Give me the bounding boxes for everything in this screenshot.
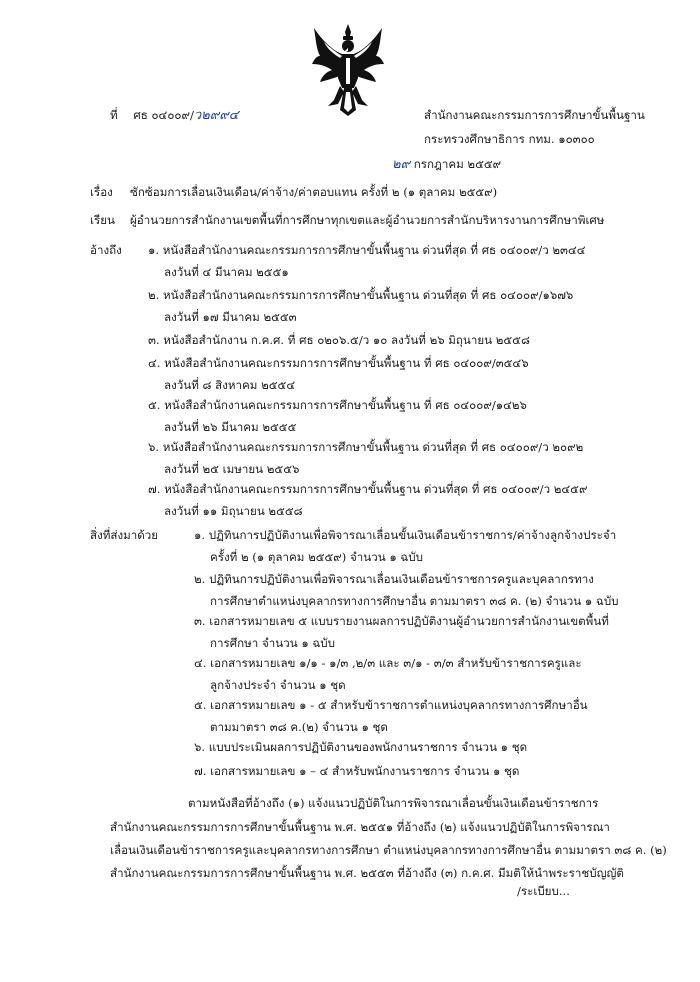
date-day-handwritten: ๒๙ bbox=[392, 157, 411, 172]
enclosure-item: ๖. แบบประเมินผลการปฏิบัติงานของพนักงานราชการ จำนวน ๑ ชุด bbox=[194, 740, 528, 754]
garuda-emblem-icon bbox=[310, 22, 386, 118]
doc-number-prefix: ที่ bbox=[110, 108, 118, 122]
doc-date bbox=[392, 157, 501, 172]
reference-item: ๖. หนังสือสำนักงานคณะกรรมการการศึกษาขั้นพื้นฐาน ด่วนที่สุด ที่ ศธ ๐๔๐๐๙/ว ๒๐๙๒ ลงวันที่ ๒๕ เมษายน ๒๕๕๖ bbox=[148, 440, 584, 476]
enclosure-item: ๓. เอกสารหมายเลข ๕ แบบรายงานผลการปฏิบัติงานผู้อำนวยการสำนักงานเขตพื้นที่ การศึกษา จำนวน ๑ ฉบับ bbox=[194, 614, 609, 650]
subject-text: ซักซ้อมการเลื่อนเงินเดือน/ค่าจ้าง/ค่าตอบแทน ครั้งที่ ๒ (๑ ตุลาคม ๒๕๕๙) bbox=[130, 185, 498, 199]
reference-item: ๓. หนังสือสำนักงาน ก.ค.ศ. ที่ ศธ ๐๒๐๖.๕/ว ๑๐ ลงวันที่ ๒๖ มิถุนายน ๒๕๕๘ bbox=[148, 333, 530, 347]
enclosure-item: ๒. ปฏิทินการปฏิบัติงานเพื่อพิจารณาเลื่อนเงินเดือนข้าราชการครูและบุคลากรทาง การศึกษาตำแหน่งบุคลากรทางการศึกษาอื่น ตามมาตรา ๓๘ ค. (๒) จำนวน ๑ ฉบับ bbox=[194, 572, 619, 608]
to-label: เรียน bbox=[90, 213, 115, 227]
reference-item: ๗. หนังสือสำนักงานคณะกรรมการการศึกษาขั้นพื้นฐาน ด่วนที่สุด ที่ ศธ ๐๔๐๐๙/ว ๒๔๕๙ ลงวันที่ ๑๑ มิถุนายน ๒๕๕๘ bbox=[148, 482, 588, 518]
body-line: สำนักงานคณะกรรมการการศึกษาขั้นพื้นฐาน พ.ศ. ๒๕๕๑ ที่อ้างถึง (๒) แจ้งแนวปฏิบัติในการพิจารณา bbox=[110, 820, 610, 834]
enclosure-item: ๗. เอกสารหมายเลข ๑ – ๔ สำหรับพนักงานราชการ จำนวน ๑ ชุด bbox=[194, 764, 520, 778]
doc-number-handwritten: ว๒๙๙๔ bbox=[193, 108, 239, 123]
office-address: กระทรวงศึกษาธิการ กทม. ๑๐๓๐๐ bbox=[424, 132, 595, 146]
enclosure-item: ๕. เอกสารหมายเลข ๑ - ๕ สำหรับข้าราชการตำแหน่งบุคลากรทางการศึกษาอื่น ตามมาตรา ๓๘ ค.(๒) จำนวน ๑ ชุด bbox=[194, 698, 588, 734]
subject-label: เรื่อง bbox=[90, 185, 113, 199]
body-line: เลื่อนเงินเดือนข้าราชการครูและบุคลากรทางการศึกษา ตำแหน่งบุคลากรทางการศึกษาอื่น ตามมาตรา ๓๘ ค. (๒) bbox=[110, 843, 667, 857]
to-text: ผู้อำนวยการสำนักงานเขตพื้นที่การศึกษาทุกเขตและผู้อำนวยการสำนักบริหารงานการศึกษาพิเศษ bbox=[130, 213, 605, 227]
doc-number bbox=[110, 108, 239, 123]
body-line: ตามหนังสือที่อ้างถึง (๑) แจ้งแนวปฏิบัติในการพิจารณาเลื่อนขั้นเงินเดือนข้าราชการ bbox=[188, 796, 599, 810]
date-month-year: กรกฎาคม ๒๕๕๙ bbox=[413, 157, 502, 171]
doc-number-value: ศธ ๐๔๐๐๙/ bbox=[133, 108, 194, 122]
references-label: อ้างถึง bbox=[90, 243, 122, 257]
body-line: สำนักงานคณะกรรมการการศึกษาขั้นพื้นฐาน พ.ศ. ๒๕๕๓ ที่อ้างถึง (๓) ก.ค.ศ. มีมติให้นำพระราชบัญญัติ bbox=[110, 866, 624, 880]
reference-item: ๕. หนังสือสำนักงานคณะกรรมการการศึกษาขั้นพื้นฐาน ที่ ศธ ๐๔๐๐๙/๑๔๒๖ ลงวันที่ ๒๖ มีนาคม ๒๕๕๕ bbox=[148, 398, 527, 434]
enclosures-label: สิ่งที่ส่งมาด้วย bbox=[90, 528, 159, 542]
reference-item: ๔. หนังสือสำนักงานคณะกรรมการการศึกษาขั้นพื้นฐาน ที่ ศธ ๐๔๐๐๙/๓๕๔๖ ลงวันที่ ๘ สิงหาคม ๒๕๕๔ bbox=[148, 356, 529, 392]
reference-item: ๑. หนังสือสำนักงานคณะกรรมการการศึกษาขั้นพื้นฐาน ด่วนที่สุด ที่ ศธ ๐๔๐๐๙/ว ๒๓๔๔ ลงวันที่ ๔ มีนาคม ๒๕๕๑ bbox=[148, 243, 586, 279]
enclosure-item: ๔. เอกสารหมายเลข ๑/๑ - ๑/๓ ,๒/๓ และ ๓/๑ - ๓/๓ สำหรับข้าราชการครูและ ลูกจ้างประจำ จำนวน ๑ ชุด bbox=[194, 656, 582, 692]
continuation-marker: /ระเบียบ... bbox=[517, 884, 570, 898]
office-name: สำนักงานคณะกรรมการการศึกษาขั้นพื้นฐาน bbox=[424, 108, 645, 122]
enclosure-item: ๑. ปฏิทินการปฏิบัติงานเพื่อพิจารณาเลื่อนขั้นเงินเดือนข้าราชการ/ค่าจ้างลูกจ้างประจำ ครั้งที่ ๒ (๑ ตุลาคม ๒๕๕๙) จำนวน ๑ ฉบับ bbox=[194, 528, 617, 564]
reference-item: ๒. หนังสือสำนักงานคณะกรรมการการศึกษาขั้นพื้นฐาน ด่วนที่สุด ที่ ศธ ๐๔๐๐๙/๑๖๗๖ ลงวันที่ ๑๗ มีนาคม ๒๕๕๓ bbox=[148, 288, 574, 324]
